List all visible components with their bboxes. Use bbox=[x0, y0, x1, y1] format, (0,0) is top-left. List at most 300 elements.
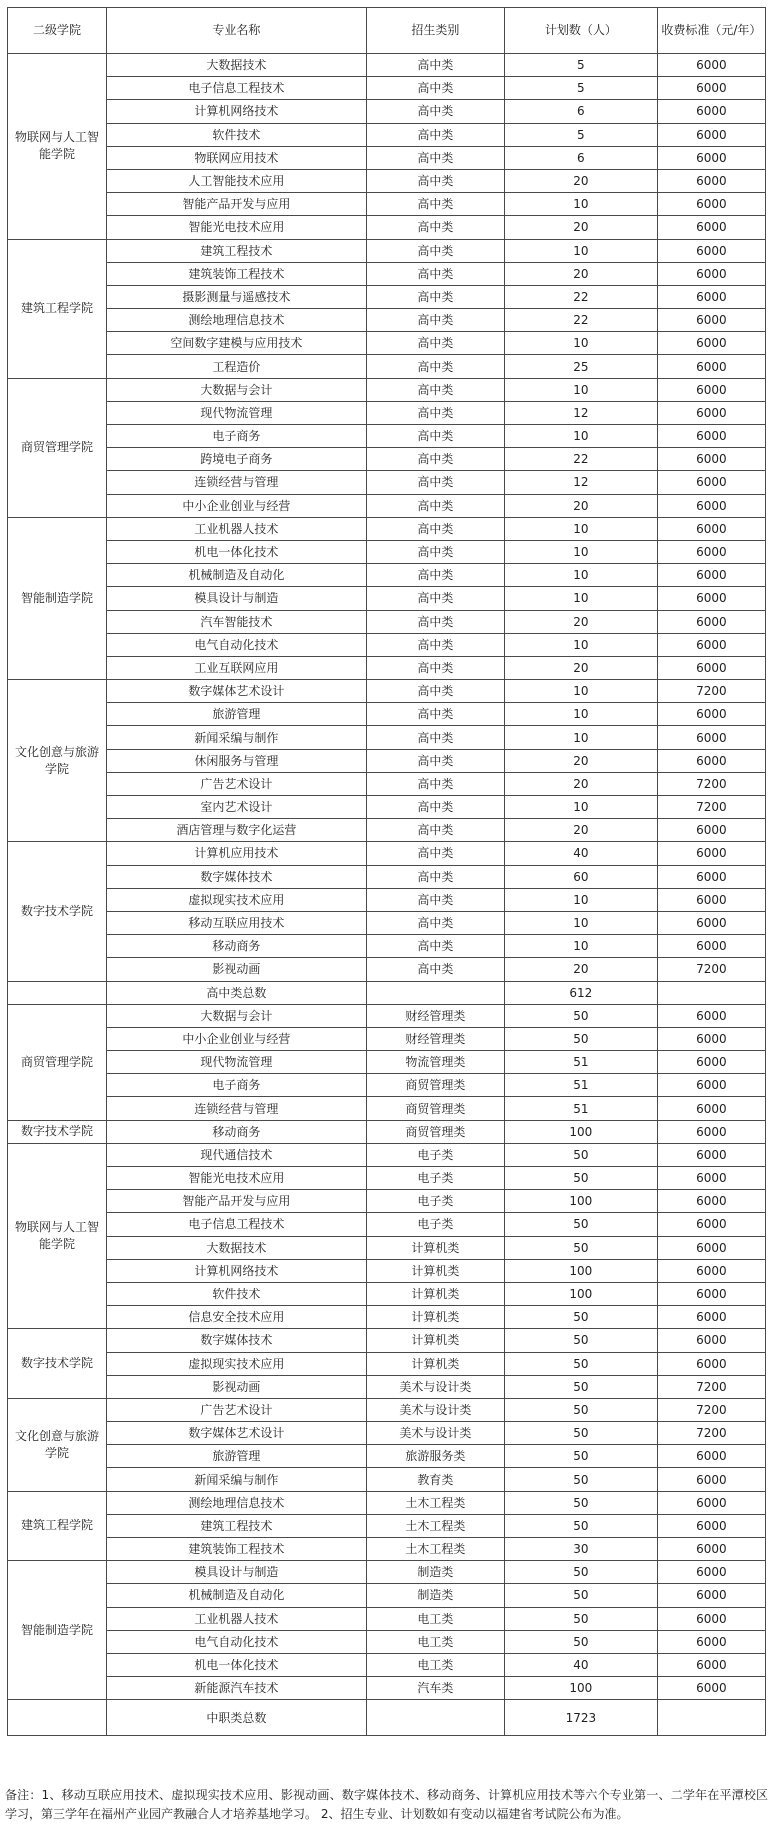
fee-cell: 6000 bbox=[657, 1306, 765, 1329]
fee-cell: 6000 bbox=[657, 193, 765, 216]
major-cell: 数字媒体艺术设计 bbox=[106, 680, 366, 703]
fee-cell: 6000 bbox=[657, 1167, 765, 1190]
college-cell: 数字技术学院 bbox=[8, 1329, 107, 1399]
plan-cell: 10 bbox=[504, 517, 657, 540]
fee-cell: 6000 bbox=[657, 1143, 765, 1166]
table-row bbox=[8, 378, 766, 401]
major-cell: 影视动画 bbox=[106, 958, 366, 981]
fee-cell: 6000 bbox=[657, 471, 765, 494]
major-cell: 空间数字建模与应用技术 bbox=[106, 332, 366, 355]
fee-cell: 6000 bbox=[657, 1514, 765, 1537]
college-cell: 智能制造学院 bbox=[8, 517, 107, 679]
plan-cell: 20 bbox=[504, 494, 657, 517]
header-fee: 收费标准（元/年） bbox=[657, 8, 765, 54]
category-cell: 高中类 bbox=[366, 471, 504, 494]
fee-cell: 6000 bbox=[657, 1097, 765, 1120]
table-row bbox=[8, 958, 766, 981]
total-blank bbox=[657, 1700, 765, 1736]
total-label: 高中类总数 bbox=[106, 981, 366, 1004]
major-cell: 数字媒体技术 bbox=[106, 865, 366, 888]
fee-cell: 6000 bbox=[657, 888, 765, 911]
major-cell: 人工智能技术应用 bbox=[106, 169, 366, 192]
major-cell: 建筑工程技术 bbox=[106, 239, 366, 262]
category-cell: 计算机类 bbox=[366, 1282, 504, 1305]
major-cell: 电子商务 bbox=[106, 1074, 366, 1097]
plan-cell: 100 bbox=[504, 1259, 657, 1282]
table-row bbox=[8, 494, 766, 517]
plan-cell: 51 bbox=[504, 1074, 657, 1097]
category-cell: 高中类 bbox=[366, 332, 504, 355]
fee-cell: 6000 bbox=[657, 77, 765, 100]
fee-cell: 7200 bbox=[657, 958, 765, 981]
fee-cell: 6000 bbox=[657, 1561, 765, 1584]
category-cell: 财经管理类 bbox=[366, 1027, 504, 1050]
category-cell: 计算机类 bbox=[366, 1352, 504, 1375]
college-cell: 数字技术学院 bbox=[8, 842, 107, 981]
major-cell: 机械制造及自动化 bbox=[106, 1584, 366, 1607]
table-row bbox=[8, 564, 766, 587]
fee-cell: 6000 bbox=[657, 1538, 765, 1561]
category-cell: 电工类 bbox=[366, 1653, 504, 1676]
plan-cell: 50 bbox=[504, 1422, 657, 1445]
category-cell: 计算机类 bbox=[366, 1306, 504, 1329]
category-cell: 高中类 bbox=[366, 123, 504, 146]
table-row bbox=[8, 1584, 766, 1607]
major-cell: 信息安全技术应用 bbox=[106, 1306, 366, 1329]
category-cell: 高中类 bbox=[366, 888, 504, 911]
header-college: 二级学院 bbox=[8, 8, 107, 54]
fee-cell: 6000 bbox=[657, 1004, 765, 1027]
major-cell: 旅游管理 bbox=[106, 1445, 366, 1468]
major-cell: 大数据技术 bbox=[106, 54, 366, 77]
plan-cell: 50 bbox=[504, 1213, 657, 1236]
table-row bbox=[8, 1190, 766, 1213]
major-cell: 工业机器人技术 bbox=[106, 517, 366, 540]
header-major: 专业名称 bbox=[106, 8, 366, 54]
plan-cell: 12 bbox=[504, 471, 657, 494]
college-cell: 智能制造学院 bbox=[8, 1561, 107, 1700]
table-row bbox=[8, 703, 766, 726]
fee-cell: 6000 bbox=[657, 540, 765, 563]
table-row bbox=[8, 146, 766, 169]
major-cell: 物联网应用技术 bbox=[106, 146, 366, 169]
plan-cell: 50 bbox=[504, 1143, 657, 1166]
category-cell: 电子类 bbox=[366, 1213, 504, 1236]
fee-cell: 6000 bbox=[657, 842, 765, 865]
table-row bbox=[8, 911, 766, 934]
college-cell: 商贸管理学院 bbox=[8, 378, 107, 517]
plan-cell: 20 bbox=[504, 656, 657, 679]
fee-cell: 6000 bbox=[657, 1677, 765, 1700]
fee-cell: 7200 bbox=[657, 1398, 765, 1421]
total-value: 612 bbox=[504, 981, 657, 1004]
major-cell: 工业互联网应用 bbox=[106, 656, 366, 679]
fee-cell: 6000 bbox=[657, 749, 765, 772]
college-cell: 文化创意与旅游学院 bbox=[8, 680, 107, 842]
major-cell: 移动商务 bbox=[106, 935, 366, 958]
table-row bbox=[8, 726, 766, 749]
fee-cell: 6000 bbox=[657, 1445, 765, 1468]
major-cell: 电子信息工程技术 bbox=[106, 1213, 366, 1236]
table-row bbox=[8, 1282, 766, 1305]
plan-cell: 50 bbox=[504, 1352, 657, 1375]
major-cell: 建筑工程技术 bbox=[106, 1514, 366, 1537]
category-cell: 土木工程类 bbox=[366, 1538, 504, 1561]
plan-cell: 22 bbox=[504, 448, 657, 471]
table-row bbox=[8, 1561, 766, 1584]
plan-cell: 50 bbox=[504, 1514, 657, 1537]
table-row bbox=[8, 1306, 766, 1329]
category-cell: 商贸管理类 bbox=[366, 1120, 504, 1143]
fee-cell: 6000 bbox=[657, 633, 765, 656]
major-cell: 虚拟现实技术应用 bbox=[106, 1352, 366, 1375]
total-value: 1723 bbox=[504, 1700, 657, 1736]
major-cell: 计算机网络技术 bbox=[106, 100, 366, 123]
plan-cell: 50 bbox=[504, 1375, 657, 1398]
fee-cell: 6000 bbox=[657, 1491, 765, 1514]
category-cell: 计算机类 bbox=[366, 1259, 504, 1282]
table-row bbox=[8, 401, 766, 424]
fee-cell: 6000 bbox=[657, 1213, 765, 1236]
category-cell: 高中类 bbox=[366, 911, 504, 934]
table-row bbox=[8, 587, 766, 610]
table-row bbox=[8, 1051, 766, 1074]
college-cell: 物联网与人工智能学院 bbox=[8, 54, 107, 240]
table-row bbox=[8, 239, 766, 262]
plan-cell: 20 bbox=[504, 610, 657, 633]
plan-cell: 60 bbox=[504, 865, 657, 888]
category-cell: 制造类 bbox=[366, 1584, 504, 1607]
fee-cell: 6000 bbox=[657, 425, 765, 448]
category-cell: 高中类 bbox=[366, 796, 504, 819]
category-cell: 高中类 bbox=[366, 216, 504, 239]
plan-cell: 10 bbox=[504, 703, 657, 726]
plan-cell: 50 bbox=[504, 1561, 657, 1584]
major-cell: 现代物流管理 bbox=[106, 1051, 366, 1074]
category-cell: 物流管理类 bbox=[366, 1051, 504, 1074]
plan-cell: 40 bbox=[504, 842, 657, 865]
fee-cell: 6000 bbox=[657, 587, 765, 610]
major-cell: 计算机应用技术 bbox=[106, 842, 366, 865]
plan-cell: 10 bbox=[504, 425, 657, 448]
table-row bbox=[8, 1398, 766, 1421]
table-row bbox=[8, 448, 766, 471]
table-row bbox=[8, 1653, 766, 1676]
table-row bbox=[8, 610, 766, 633]
plan-cell: 20 bbox=[504, 772, 657, 795]
table-row bbox=[8, 1491, 766, 1514]
major-cell: 室内艺术设计 bbox=[106, 796, 366, 819]
table-row bbox=[8, 425, 766, 448]
fee-cell: 7200 bbox=[657, 1422, 765, 1445]
total-row bbox=[8, 981, 766, 1004]
category-cell: 高中类 bbox=[366, 146, 504, 169]
major-cell: 计算机网络技术 bbox=[106, 1259, 366, 1282]
table-row bbox=[8, 1329, 766, 1352]
plan-cell: 10 bbox=[504, 540, 657, 563]
table-row bbox=[8, 1097, 766, 1120]
category-cell: 财经管理类 bbox=[366, 1004, 504, 1027]
table-row bbox=[8, 216, 766, 239]
category-cell: 美术与设计类 bbox=[366, 1422, 504, 1445]
plan-cell: 10 bbox=[504, 587, 657, 610]
fee-cell: 7200 bbox=[657, 1375, 765, 1398]
major-cell: 新闻采编与制作 bbox=[106, 1468, 366, 1491]
major-cell: 模具设计与制造 bbox=[106, 587, 366, 610]
category-cell: 高中类 bbox=[366, 772, 504, 795]
plan-cell: 12 bbox=[504, 401, 657, 424]
major-cell: 工业机器人技术 bbox=[106, 1607, 366, 1630]
major-cell: 测绘地理信息技术 bbox=[106, 1491, 366, 1514]
plan-cell: 50 bbox=[504, 1630, 657, 1653]
category-cell: 高中类 bbox=[366, 401, 504, 424]
category-cell: 高中类 bbox=[366, 494, 504, 517]
major-cell: 软件技术 bbox=[106, 123, 366, 146]
category-cell: 高中类 bbox=[366, 100, 504, 123]
major-cell: 电气自动化技术 bbox=[106, 633, 366, 656]
plan-cell: 100 bbox=[504, 1282, 657, 1305]
enrollment-plan-table bbox=[7, 7, 766, 1736]
total-blank bbox=[366, 981, 504, 1004]
major-cell: 智能光电技术应用 bbox=[106, 216, 366, 239]
total-blank bbox=[366, 1700, 504, 1736]
fee-cell: 6000 bbox=[657, 216, 765, 239]
major-cell: 机电一体化技术 bbox=[106, 1653, 366, 1676]
category-cell: 电工类 bbox=[366, 1630, 504, 1653]
fee-cell: 6000 bbox=[657, 1329, 765, 1352]
college-cell: 建筑工程学院 bbox=[8, 1491, 107, 1561]
table-row bbox=[8, 540, 766, 563]
major-cell: 连锁经营与管理 bbox=[106, 471, 366, 494]
fee-cell: 6000 bbox=[657, 285, 765, 308]
table-row bbox=[8, 169, 766, 192]
plan-cell: 10 bbox=[504, 193, 657, 216]
category-cell: 高中类 bbox=[366, 610, 504, 633]
plan-cell: 50 bbox=[504, 1329, 657, 1352]
total-blank bbox=[657, 981, 765, 1004]
category-cell: 高中类 bbox=[366, 819, 504, 842]
category-cell: 高中类 bbox=[366, 587, 504, 610]
major-cell: 电子商务 bbox=[106, 425, 366, 448]
category-cell: 高中类 bbox=[366, 656, 504, 679]
table-row bbox=[8, 1259, 766, 1282]
major-cell: 测绘地理信息技术 bbox=[106, 309, 366, 332]
category-cell: 高中类 bbox=[366, 309, 504, 332]
fee-cell: 6000 bbox=[657, 1027, 765, 1050]
category-cell: 汽车类 bbox=[366, 1677, 504, 1700]
plan-cell: 10 bbox=[504, 332, 657, 355]
table-row bbox=[8, 355, 766, 378]
fee-cell: 6000 bbox=[657, 448, 765, 471]
table-row bbox=[8, 772, 766, 795]
table-row bbox=[8, 680, 766, 703]
fee-cell: 6000 bbox=[657, 169, 765, 192]
fee-cell: 6000 bbox=[657, 517, 765, 540]
plan-cell: 10 bbox=[504, 726, 657, 749]
category-cell: 高中类 bbox=[366, 680, 504, 703]
plan-cell: 50 bbox=[504, 1491, 657, 1514]
major-cell: 汽车智能技术 bbox=[106, 610, 366, 633]
category-cell: 高中类 bbox=[366, 77, 504, 100]
major-cell: 跨境电子商务 bbox=[106, 448, 366, 471]
header-category: 招生类别 bbox=[366, 8, 504, 54]
fee-cell: 6000 bbox=[657, 1653, 765, 1676]
fee-cell: 6000 bbox=[657, 911, 765, 934]
category-cell: 高中类 bbox=[366, 935, 504, 958]
plan-cell: 10 bbox=[504, 680, 657, 703]
plan-cell: 100 bbox=[504, 1190, 657, 1213]
major-cell: 电子信息工程技术 bbox=[106, 77, 366, 100]
plan-cell: 25 bbox=[504, 355, 657, 378]
total-row bbox=[8, 1700, 766, 1736]
table-row bbox=[8, 471, 766, 494]
fee-cell: 6000 bbox=[657, 494, 765, 517]
plan-cell: 50 bbox=[504, 1445, 657, 1468]
table-row bbox=[8, 1213, 766, 1236]
table-row bbox=[8, 1120, 766, 1143]
category-cell: 土木工程类 bbox=[366, 1514, 504, 1537]
table-row bbox=[8, 1004, 766, 1027]
major-cell: 新闻采编与制作 bbox=[106, 726, 366, 749]
table-row bbox=[8, 1607, 766, 1630]
category-cell: 高中类 bbox=[366, 703, 504, 726]
table-row bbox=[8, 819, 766, 842]
major-cell: 模具设计与制造 bbox=[106, 1561, 366, 1584]
category-cell: 高中类 bbox=[366, 842, 504, 865]
plan-cell: 10 bbox=[504, 378, 657, 401]
college-cell: 建筑工程学院 bbox=[8, 239, 107, 378]
category-cell: 美术与设计类 bbox=[366, 1375, 504, 1398]
plan-cell: 50 bbox=[504, 1468, 657, 1491]
plan-cell: 10 bbox=[504, 796, 657, 819]
major-cell: 中小企业创业与经营 bbox=[106, 1027, 366, 1050]
category-cell: 高中类 bbox=[366, 958, 504, 981]
category-cell: 电工类 bbox=[366, 1607, 504, 1630]
plan-cell: 20 bbox=[504, 262, 657, 285]
table-row bbox=[8, 935, 766, 958]
table-row bbox=[8, 193, 766, 216]
total-label: 中职类总数 bbox=[106, 1700, 366, 1736]
table-row bbox=[8, 1027, 766, 1050]
fee-cell: 6000 bbox=[657, 1282, 765, 1305]
category-cell: 电子类 bbox=[366, 1143, 504, 1166]
major-cell: 广告艺术设计 bbox=[106, 772, 366, 795]
plan-cell: 50 bbox=[504, 1607, 657, 1630]
major-cell: 大数据与会计 bbox=[106, 1004, 366, 1027]
major-cell: 数字媒体技术 bbox=[106, 1329, 366, 1352]
table-row bbox=[8, 1143, 766, 1166]
plan-cell: 51 bbox=[504, 1051, 657, 1074]
category-cell: 高中类 bbox=[366, 448, 504, 471]
table-row bbox=[8, 865, 766, 888]
major-cell: 电气自动化技术 bbox=[106, 1630, 366, 1653]
category-cell: 高中类 bbox=[366, 378, 504, 401]
major-cell: 连锁经营与管理 bbox=[106, 1097, 366, 1120]
category-cell: 高中类 bbox=[366, 540, 504, 563]
plan-cell: 50 bbox=[504, 1167, 657, 1190]
category-cell: 计算机类 bbox=[366, 1236, 504, 1259]
fee-cell: 7200 bbox=[657, 680, 765, 703]
major-cell: 智能光电技术应用 bbox=[106, 1167, 366, 1190]
fee-cell: 7200 bbox=[657, 796, 765, 819]
table-row bbox=[8, 1375, 766, 1398]
table-row bbox=[8, 633, 766, 656]
plan-cell: 5 bbox=[504, 54, 657, 77]
category-cell: 高中类 bbox=[366, 355, 504, 378]
plan-cell: 40 bbox=[504, 1653, 657, 1676]
plan-cell: 100 bbox=[504, 1677, 657, 1700]
plan-cell: 20 bbox=[504, 216, 657, 239]
total-blank bbox=[8, 981, 107, 1004]
category-cell: 高中类 bbox=[366, 239, 504, 262]
fee-cell: 6000 bbox=[657, 262, 765, 285]
plan-cell: 50 bbox=[504, 1584, 657, 1607]
table-row bbox=[8, 1167, 766, 1190]
table-row bbox=[8, 1677, 766, 1700]
fee-cell: 6000 bbox=[657, 1584, 765, 1607]
plan-cell: 5 bbox=[504, 77, 657, 100]
college-cell: 数字技术学院 bbox=[8, 1120, 107, 1143]
fee-cell: 6000 bbox=[657, 1236, 765, 1259]
major-cell: 移动商务 bbox=[106, 1120, 366, 1143]
fee-cell: 6000 bbox=[657, 332, 765, 355]
category-cell: 计算机类 bbox=[366, 1329, 504, 1352]
college-cell: 文化创意与旅游学院 bbox=[8, 1398, 107, 1491]
major-cell: 现代通信技术 bbox=[106, 1143, 366, 1166]
fee-cell: 6000 bbox=[657, 564, 765, 587]
plan-cell: 50 bbox=[504, 1398, 657, 1421]
category-cell: 高中类 bbox=[366, 564, 504, 587]
plan-cell: 50 bbox=[504, 1027, 657, 1050]
plan-cell: 10 bbox=[504, 633, 657, 656]
category-cell: 电子类 bbox=[366, 1167, 504, 1190]
major-cell: 旅游管理 bbox=[106, 703, 366, 726]
category-cell: 商贸管理类 bbox=[366, 1074, 504, 1097]
plan-cell: 5 bbox=[504, 123, 657, 146]
table-row bbox=[8, 1236, 766, 1259]
fee-cell: 6000 bbox=[657, 146, 765, 169]
plan-cell: 50 bbox=[504, 1306, 657, 1329]
major-cell: 广告艺术设计 bbox=[106, 1398, 366, 1421]
category-cell: 电子类 bbox=[366, 1190, 504, 1213]
major-cell: 智能产品开发与应用 bbox=[106, 193, 366, 216]
plan-cell: 50 bbox=[504, 1236, 657, 1259]
table-row bbox=[8, 796, 766, 819]
major-cell: 现代物流管理 bbox=[106, 401, 366, 424]
table-header-row bbox=[8, 8, 766, 54]
fee-cell: 6000 bbox=[657, 1352, 765, 1375]
footnote: 备注：1、移动互联应用技术、虚拟现实技术应用、影视动画、数字媒体技术、移动商务、计算机应用技术等六个专业第一、二学年在平潭校区学习，第三学年在福州产业园产教融合人才培养基地学习。 2、招生专业、计划数如有变动以福建省考试院公布为准。 bbox=[5, 1788, 768, 1821]
major-cell: 影视动画 bbox=[106, 1375, 366, 1398]
major-cell: 大数据技术 bbox=[106, 1236, 366, 1259]
major-cell: 软件技术 bbox=[106, 1282, 366, 1305]
table-row bbox=[8, 1445, 766, 1468]
plan-cell: 20 bbox=[504, 819, 657, 842]
college-cell: 物联网与人工智能学院 bbox=[8, 1143, 107, 1329]
plan-cell: 100 bbox=[504, 1120, 657, 1143]
plan-cell: 10 bbox=[504, 888, 657, 911]
category-cell: 高中类 bbox=[366, 425, 504, 448]
table-row bbox=[8, 1538, 766, 1561]
fee-cell: 6000 bbox=[657, 239, 765, 262]
major-cell: 虚拟现实技术应用 bbox=[106, 888, 366, 911]
table-row bbox=[8, 332, 766, 355]
category-cell: 旅游服务类 bbox=[366, 1445, 504, 1468]
plan-cell: 51 bbox=[504, 1097, 657, 1120]
table-row bbox=[8, 656, 766, 679]
table-row bbox=[8, 123, 766, 146]
major-cell: 智能产品开发与应用 bbox=[106, 1190, 366, 1213]
